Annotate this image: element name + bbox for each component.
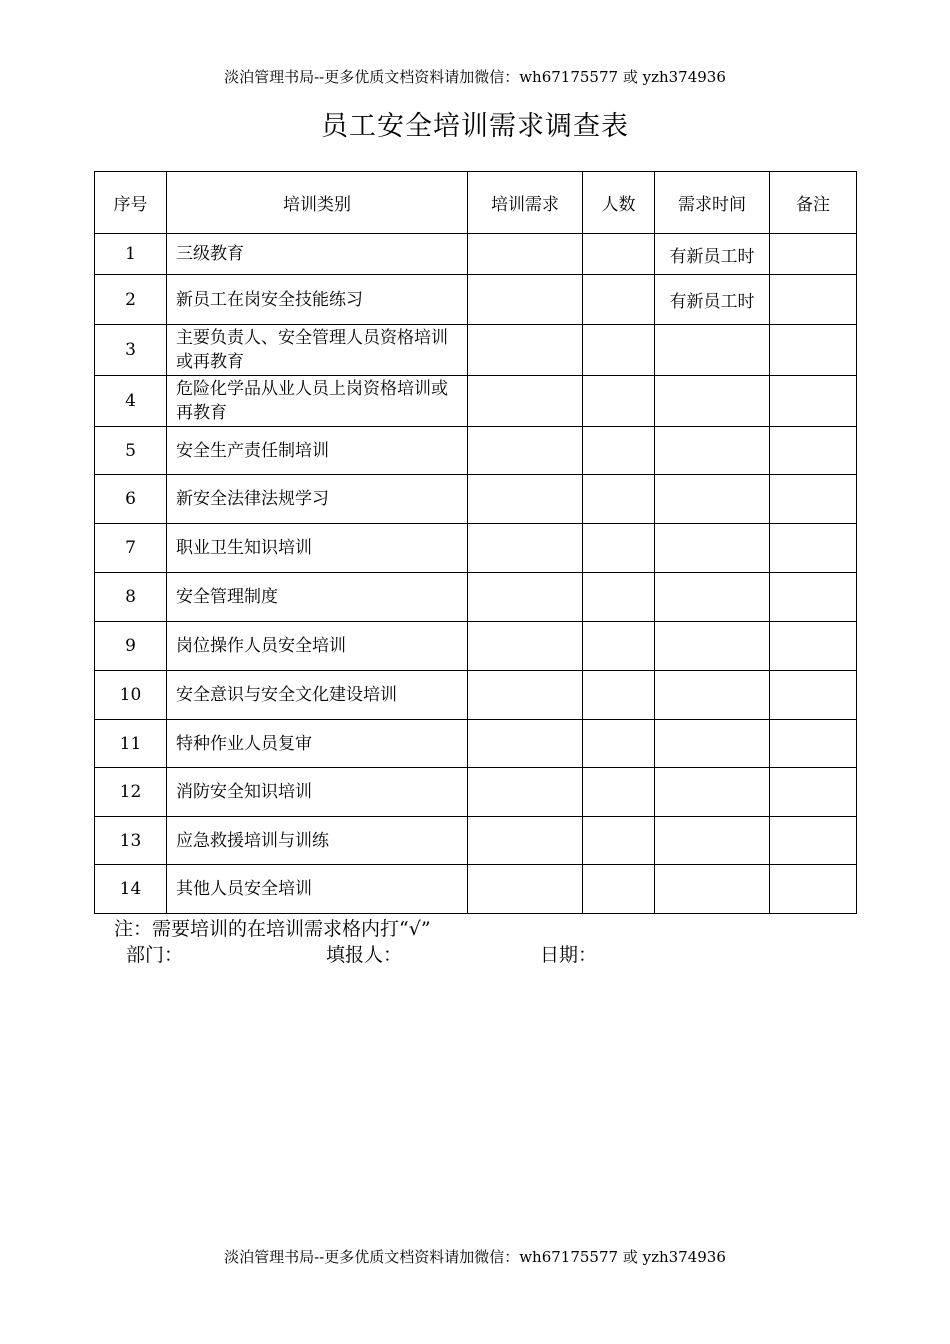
table-row: [95, 768, 857, 817]
time-cell[interactable]: [655, 524, 770, 573]
need-cell[interactable]: [468, 524, 583, 573]
need-cell[interactable]: [468, 427, 583, 475]
time-cell[interactable]: [655, 325, 770, 376]
remark-cell[interactable]: [770, 234, 857, 275]
column-header-count: 人数: [583, 172, 655, 234]
need-cell[interactable]: [468, 325, 583, 376]
count-cell[interactable]: [583, 275, 655, 325]
remark-cell[interactable]: [770, 865, 857, 914]
category-cell: 三级教育: [167, 234, 468, 275]
table-row: [95, 524, 857, 573]
need-cell[interactable]: [468, 768, 583, 817]
column-header-need: 培训需求: [468, 172, 583, 234]
column-header-time: 需求时间: [655, 172, 770, 234]
table-row: [95, 376, 857, 427]
remark-cell[interactable]: [770, 622, 857, 671]
need-cell[interactable]: [468, 275, 583, 325]
count-cell[interactable]: [583, 376, 655, 427]
row-number-cell: 11: [95, 720, 167, 768]
count-cell[interactable]: [583, 475, 655, 524]
date-label: 日期：: [540, 944, 598, 966]
time-cell[interactable]: [655, 475, 770, 524]
row-number-cell: 7: [95, 524, 167, 573]
count-cell[interactable]: [583, 768, 655, 817]
count-cell[interactable]: [583, 325, 655, 376]
need-cell[interactable]: [468, 234, 583, 275]
count-cell[interactable]: [583, 817, 655, 865]
need-cell[interactable]: [468, 817, 583, 865]
count-cell[interactable]: [583, 427, 655, 475]
document-title: 员工安全培训需求调查表: [321, 111, 629, 142]
table-row: [95, 817, 857, 865]
need-cell[interactable]: [468, 720, 583, 768]
category-cell: 主要负责人、安全管理人员资格培训或再教育: [167, 325, 468, 376]
time-cell[interactable]: [655, 865, 770, 914]
remark-cell[interactable]: [770, 671, 857, 720]
need-cell[interactable]: [468, 573, 583, 622]
table-row: [95, 325, 857, 376]
time-cell[interactable]: [655, 720, 770, 768]
row-number-cell: 12: [95, 768, 167, 817]
time-cell[interactable]: [655, 622, 770, 671]
column-header-no: 序号: [95, 172, 167, 234]
time-cell[interactable]: [655, 768, 770, 817]
remark-cell[interactable]: [770, 573, 857, 622]
table-header-row: [95, 172, 857, 234]
need-cell[interactable]: [468, 475, 583, 524]
training-survey-table: [94, 171, 857, 914]
remark-cell[interactable]: [770, 275, 857, 325]
row-number-cell: 1: [95, 234, 167, 275]
remark-cell[interactable]: [770, 427, 857, 475]
time-cell[interactable]: [655, 817, 770, 865]
need-cell[interactable]: [468, 376, 583, 427]
category-cell: 其他人员安全培训: [167, 865, 468, 914]
count-cell[interactable]: [583, 573, 655, 622]
header-note: 淡泊管理书局--更多优质文档资料请加微信：wh67175577 或 yzh374936: [224, 68, 726, 86]
remark-cell[interactable]: [770, 768, 857, 817]
need-cell[interactable]: [468, 865, 583, 914]
row-number-cell: 10: [95, 671, 167, 720]
table-row: [95, 865, 857, 914]
time-cell[interactable]: 有新员工时: [655, 234, 770, 275]
table-row: [95, 671, 857, 720]
category-cell: 危险化学品从业人员上岗资格培训或再教育: [167, 376, 468, 427]
instruction-note: 注：需要培训的在培训需求格内打“√”: [114, 918, 431, 940]
time-cell[interactable]: 有新员工时: [655, 275, 770, 325]
table-row: [95, 720, 857, 768]
table-row: [95, 275, 857, 325]
table-row: [95, 427, 857, 475]
remark-cell[interactable]: [770, 524, 857, 573]
remark-cell[interactable]: [770, 720, 857, 768]
row-number-cell: 13: [95, 817, 167, 865]
column-header-remark: 备注: [770, 172, 857, 234]
count-cell[interactable]: [583, 524, 655, 573]
remark-cell[interactable]: [770, 475, 857, 524]
row-number-cell: 9: [95, 622, 167, 671]
filler-label: 填报人：: [326, 944, 403, 966]
category-cell: 安全管理制度: [167, 573, 468, 622]
remark-cell[interactable]: [770, 325, 857, 376]
footer-note: 淡泊管理书局--更多优质文档资料请加微信：wh67175577 或 yzh374936: [224, 1248, 726, 1266]
category-cell: 新员工在岗安全技能练习: [167, 275, 468, 325]
time-cell[interactable]: [655, 376, 770, 427]
count-cell[interactable]: [583, 720, 655, 768]
count-cell[interactable]: [583, 622, 655, 671]
time-cell[interactable]: [655, 573, 770, 622]
category-cell: 岗位操作人员安全培训: [167, 622, 468, 671]
table-row: [95, 573, 857, 622]
row-number-cell: 3: [95, 325, 167, 376]
need-cell[interactable]: [468, 622, 583, 671]
row-number-cell: 2: [95, 275, 167, 325]
category-cell: 安全生产责任制培训: [167, 427, 468, 475]
category-cell: 新安全法律法规学习: [167, 475, 468, 524]
row-number-cell: 14: [95, 865, 167, 914]
row-number-cell: 4: [95, 376, 167, 427]
table-row: [95, 475, 857, 524]
category-cell: 消防安全知识培训: [167, 768, 468, 817]
time-cell[interactable]: [655, 427, 770, 475]
remark-cell[interactable]: [770, 376, 857, 427]
category-cell: 应急救援培训与训练: [167, 817, 468, 865]
table-row: [95, 234, 857, 275]
time-cell[interactable]: [655, 671, 770, 720]
count-cell[interactable]: [583, 865, 655, 914]
category-cell: 特种作业人员复审: [167, 720, 468, 768]
column-header-category: 培训类别: [167, 172, 468, 234]
row-number-cell: 5: [95, 427, 167, 475]
count-cell[interactable]: [583, 671, 655, 720]
count-cell[interactable]: [583, 234, 655, 275]
row-number-cell: 8: [95, 573, 167, 622]
category-cell: 安全意识与安全文化建设培训: [167, 671, 468, 720]
category-cell: 职业卫生知识培训: [167, 524, 468, 573]
department-label: 部门：: [126, 944, 184, 966]
need-cell[interactable]: [468, 671, 583, 720]
table-row: [95, 622, 857, 671]
row-number-cell: 6: [95, 475, 167, 524]
remark-cell[interactable]: [770, 817, 857, 865]
